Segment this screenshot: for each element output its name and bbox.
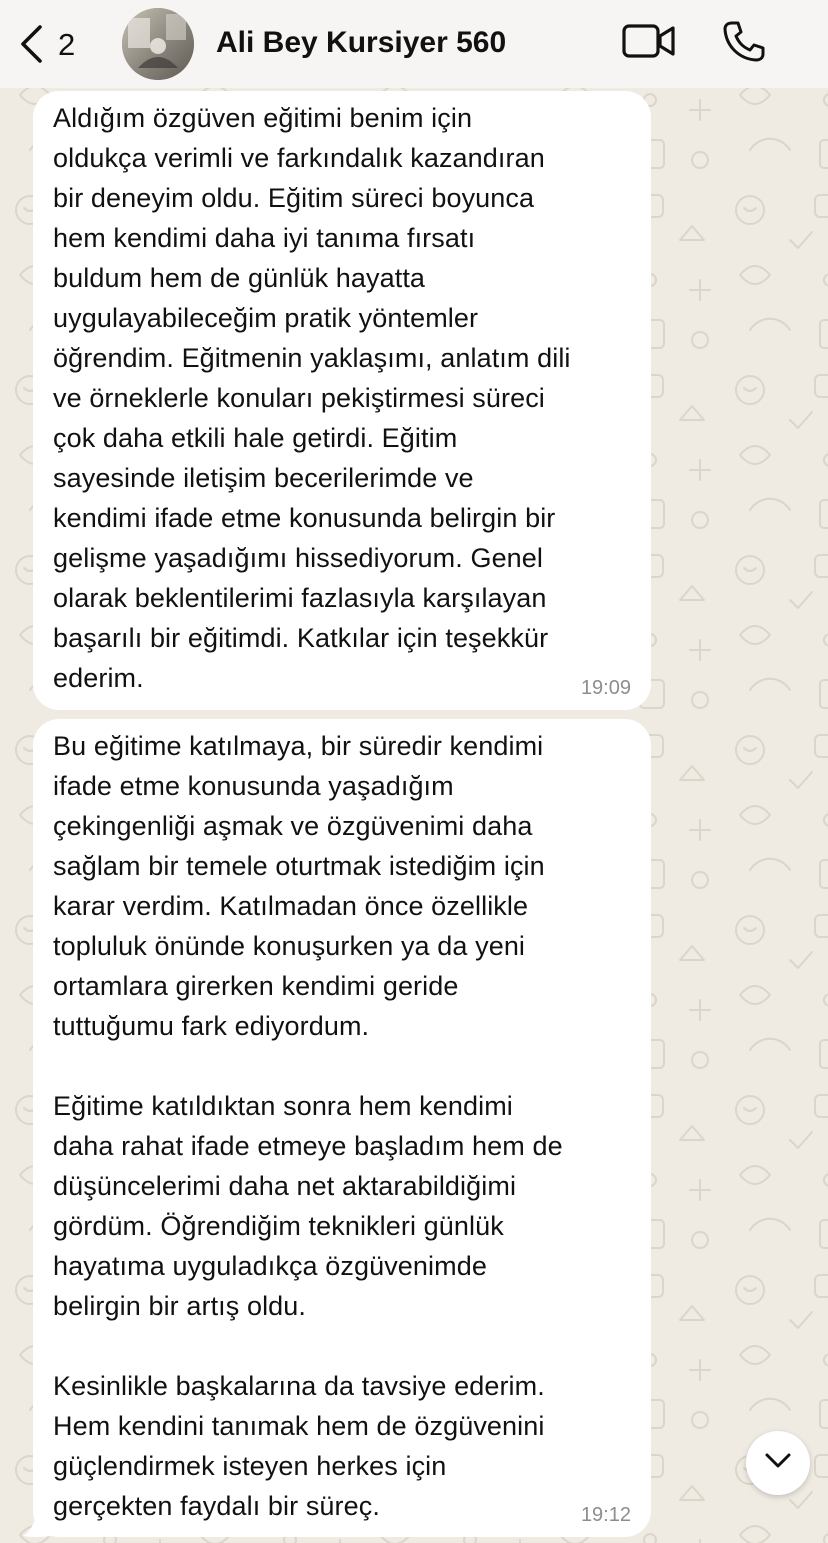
chevron-left-icon — [18, 24, 44, 64]
message-time: 19:12 — [580, 1504, 631, 1526]
phone-icon — [722, 19, 766, 68]
message-time: 19:09 — [580, 677, 631, 699]
chevron-down-icon — [764, 1452, 792, 1475]
contact-avatar[interactable] — [122, 8, 194, 80]
chat-header — [0, 0, 828, 88]
voice-call-button[interactable] — [716, 16, 772, 70]
video-call-button[interactable] — [618, 18, 680, 68]
unread-count: 2 — [58, 26, 76, 62]
message-text: Aldığım özgüven eğitimi benim için oldukça verimli ve farkındalık kazandıran bir deneyim oldu. Eğitim süreci boyunca hem kendimi daha iyi tanıma fırsatı buldum hem de günlük hayatta uygulayabileceğim pratik yöntemler öğrendim. Eğitmenin yaklaşımı, anlatım dili ve örneklerle konuları pekiştirmesi süreci çok daha etkili hale getirdi. Eğitim sayesinde iletişim becerilerimde ve kendimi ifade etme konusunda belirgin bir gelişme yaşadığımı hissediyorum. Genel olarak beklentilerimi fazlasıyla karşılayan başarılı bir eğitimdi. Katkılar için teşekkür ederim. — [53, 103, 571, 693]
video-camera-icon — [622, 23, 676, 64]
contact-name[interactable]: Ali Bey Kursiyer 560 — [216, 26, 507, 59]
message-bubble[interactable] — [33, 91, 651, 710]
scroll-to-bottom-button[interactable] — [746, 1431, 810, 1495]
back-button[interactable] — [18, 20, 98, 68]
message-bubble[interactable] — [33, 719, 651, 1537]
message-text: Bu eğitime katılmaya, bir süredir kendimi ifade etme konusunda yaşadığım çekingenliği aşmak ve özgüvenimi daha sağlam bir temele oturtmak istediğim için karar verdim. Katılmadan önce özellikle topluluk önünde konuşurken ya da yeni ortamlara girerken kendimi geride tuttuğumu fark ediyordum. Eğitime katıldıktan sonra hem kendimi daha rahat ifade etmeye başladım hem de düşüncelerimi daha net aktarabildiğimi gördüm. Öğrendiğim teknikleri günlük hayatıma uyguladıkça özgüvenimde belirgin bir artış oldu. Kesinlikle başkalarına da tavsiye ederim. Hem kendini tanımak hem de özgüvenini güçlendirmek isteyen herkes için gerçekten faydalı bir süreç. — [53, 731, 563, 1521]
